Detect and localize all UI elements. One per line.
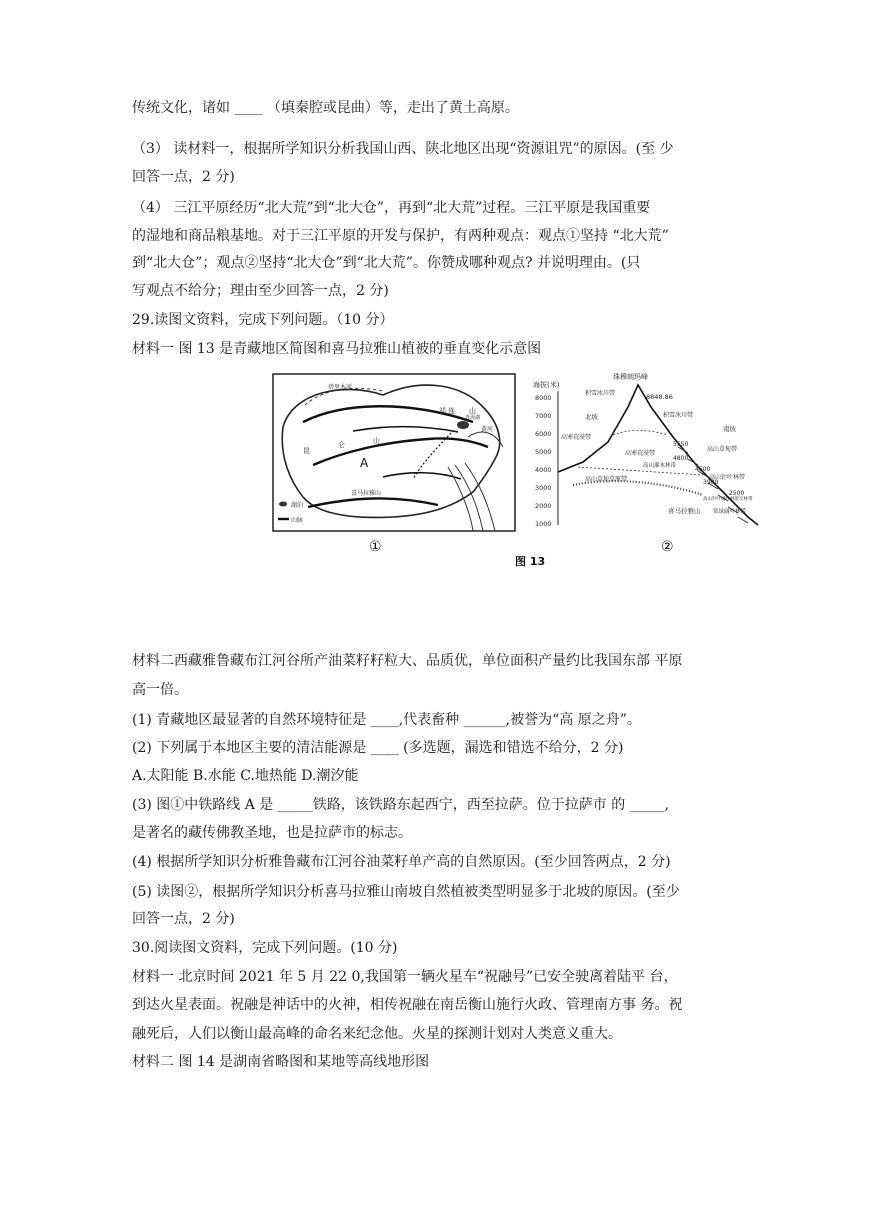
chart-number: ② [661,539,674,555]
text-line: (1) 青藏地区最显著的自然环境特征是 ____,代表畜种 ______,被誉为“高 原之舟”。 [132,712,641,728]
text-line: 材料二 图 14 是湖南省略图和某地等高线地形图 [132,1054,430,1070]
text-line: 到“北大仓”；观点②坚持“北大仓”到“北大荒”。你赞成哪种观点? 并说明理由。(只 [132,255,641,271]
y-tick: 5000 [535,448,552,456]
text-line: 的湿地和商品粮基地。对于三江平原的开发与保护，有两种观点：观点①坚持 “北大荒” [132,228,669,244]
south-slope-label: 南坡 [723,425,736,433]
map-label: 塔里木河 [328,384,353,391]
legend-lake: 湖泊 [291,502,304,509]
text-line: 传统文化，诸如 ____ （填秦腔或昆曲）等，走出了黄土高原。 [132,100,519,116]
text-line: (4) 根据所学知识分析雅鲁藏布江河谷油菜籽单产高的自然原因。(至少回答两点，2 分) [132,854,671,870]
zone-label-south: 高山针叶阔叶林混交林带 [703,497,753,502]
text-line: (2) 下列属于本地区主要的清洁能源是 ____ (多选题，漏选和错选不给分，2 分) [132,740,624,756]
map-label: 仑 [338,441,345,449]
map-label: 山 [469,407,476,415]
map-number: ① [369,539,382,555]
peak-name: 珠穆朗玛峰 [613,373,648,381]
height-label: 2500 [729,490,745,497]
text-line: 材料二西藏雅鲁藏布江河谷所产油菜籽籽粒大、品质优，单位面积产量约比我国东部 平原 [132,653,683,669]
figure-13 [233,367,768,575]
text-line: 29.读图文资料，完成下列问题。（10 分） [132,312,394,328]
map-label: 青海湖 [465,415,481,421]
zone-label-north: 积雪冰川带 [585,390,616,397]
peak-height: 8848.86 [646,393,673,401]
zone-label-south: 积雪冰川带 [663,412,694,419]
height-label: 3900 [703,479,719,486]
zone-label-north: 高山草甸草原带 [585,476,628,483]
text-line: 材料一 图 13 是青藏地区简图和喜马拉雅山植被的垂直变化示意图 [132,341,542,357]
height-label: 4800 [673,455,689,462]
height-label: 4500 [695,466,711,473]
text-line: （3） 读材料一，根据所学知识分析我国山西、陕北地区出现“资源诅咒”的原因。(至 少 [132,141,674,157]
y-tick: 3000 [535,484,552,492]
qinghai-tibet-map [273,374,515,555]
text-line: 回答一点，2 分) [132,911,235,927]
map-label: 祁 [439,407,446,415]
text-line: 到达火星表面。祝融是神话中的火神，相传祝融在南岳衡山施行火政、管理南方事 务。祝 [132,997,683,1013]
north-slope-label: 北坡 [585,413,598,421]
y-axis-label: 海拔(米) [533,381,560,389]
figure-13-svg [233,367,768,575]
legend-range: 山脉 [291,517,304,524]
railway-a-label: A [360,456,369,470]
text-line: 是著名的藏传佛教圣地，也是拉萨市的标志。 [132,825,412,841]
zone-label-south: 高山针叶林带 [709,474,746,481]
text-line: 回答一点，2 分) [132,169,235,185]
zone-label-south: 常绿阔叶林带 [713,509,747,515]
map-label: 喜马拉雅山 [351,490,382,497]
text-line: A.太阳能 B.水能 C.地热能 D.潮汐能 [132,768,359,784]
map-label: 连 [448,407,455,415]
y-tick: 2000 [535,502,552,510]
text-line: 写观点不给分；理由至少回答一点，2 分) [132,283,389,299]
zone-label-south: 高山灌木林带 [643,463,677,469]
height-label: 5550 [673,441,689,448]
y-tick: 6000 [535,430,552,438]
map-label: 山 [373,437,380,445]
y-tick: 8000 [535,394,552,402]
text-line: 材料一 北京时间 2021 年 5 月 22 0,我国第一辆火星车“祝融号”已安全驶离着陆平 台， [132,969,678,985]
y-tick: 1000 [535,520,552,528]
text-line: 30.阅读图文资料，完成下列问题。(10 分) [132,940,398,956]
text-line: (3) 图①中铁路线 A 是 _____铁路，该铁路东起西宁，西至拉萨。位于拉萨市 的 _____, [132,797,670,813]
text-line: 融死后，人们以衡山最高峰的命名来纪念他。火星的探测计划对人类意义重大。 [132,1026,622,1042]
y-tick: 7000 [535,412,552,420]
map-label: 昆 [303,447,310,455]
zone-label-south: 高山草甸带 [707,446,738,453]
y-tick: 4000 [535,466,552,474]
text-line: 高一倍。 [132,682,188,698]
figure-caption: 图 13 [515,555,546,568]
range-name: 喜马拉雅山 [668,507,701,515]
text-line: （4） 三江平原经历“北大荒”到“北大仓”，再到“北大荒”过程。三江平原是我国重要 [132,200,651,216]
map-label: 黄河 [481,426,494,433]
zone-label-north: 高寒荒漠带 [561,434,592,441]
zone-label-south: 高寒荒漠带 [625,450,656,457]
text-line: (5) 读图②，根据所学知识分析喜马拉雅山南坡自然植被类型明显多于北坡的原因。(至少 [132,884,680,900]
